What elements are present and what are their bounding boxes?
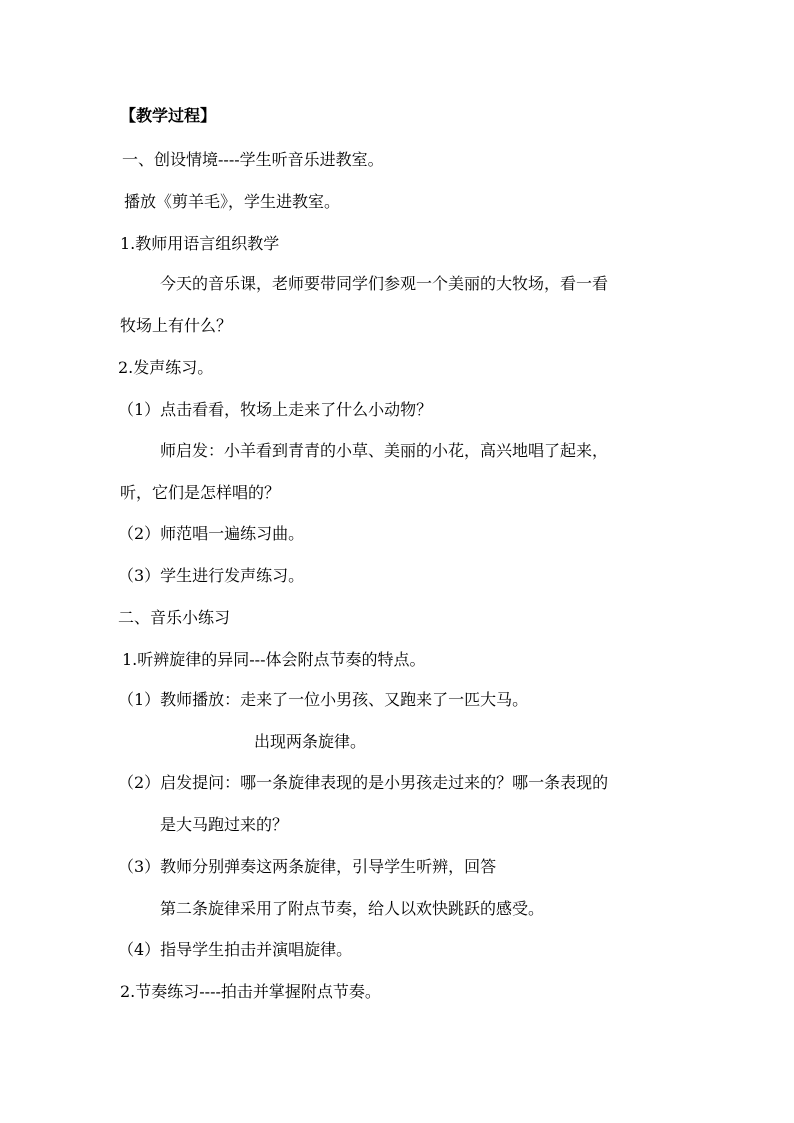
paragraph-line: 2.发声练习。: [118, 358, 214, 377]
paragraph-line: 是大马跑过来的？: [160, 815, 289, 834]
paragraph-line: 播放《剪羊毛》，学生进教室。: [124, 192, 341, 211]
paragraph-line: （2）师范唱一遍练习曲。: [118, 524, 305, 543]
paragraph-line: 二、音乐小练习: [118, 608, 231, 627]
paragraph-line: 2.节奏练习----拍击并掌握附点节奏。: [120, 982, 381, 1001]
paragraph-line: 牧场上有什么？: [120, 316, 233, 335]
paragraph-line: （1）教师播放：走来了一位小男孩、又跑来了一匹大马。: [118, 690, 529, 709]
paragraph-line: 一、创设情境----学生听音乐进教室。: [122, 150, 384, 169]
paragraph-line: 第二条旋律采用了附点节奏，给人以欢快跳跃的感受。: [160, 899, 545, 918]
paragraph-line: 听，它们是怎样唱的？: [120, 483, 281, 502]
section-heading: 【教学过程】: [120, 106, 217, 125]
paragraph-line: （3）教师分别弹奏这两条旋律，引导学生听辨，回答: [118, 857, 497, 876]
paragraph-line: 今天的音乐课，老师要带同学们参观一个美丽的大牧场，看一看: [160, 274, 609, 293]
paragraph-line: 1.教师用语言组织教学: [120, 234, 280, 253]
paragraph-line: （4）指导学生拍击并演唱旋律。: [118, 940, 353, 959]
paragraph-line: （2）启发提问：哪一条旋律表现的是小男孩走过来的？哪一条表现的: [118, 773, 609, 792]
paragraph-line: （1）点击看看，牧场上走来了什么小动物？: [118, 400, 433, 419]
paragraph-line: 1.听辨旋律的异同---体会附点节奏的特点。: [122, 650, 426, 669]
paragraph-line: 师启发：小羊看到青青的小草、美丽的小花，高兴地唱了起来，: [160, 441, 609, 460]
paragraph-line: 出现两条旋律。: [254, 732, 367, 751]
paragraph-line: （3）学生进行发声练习。: [118, 566, 305, 585]
